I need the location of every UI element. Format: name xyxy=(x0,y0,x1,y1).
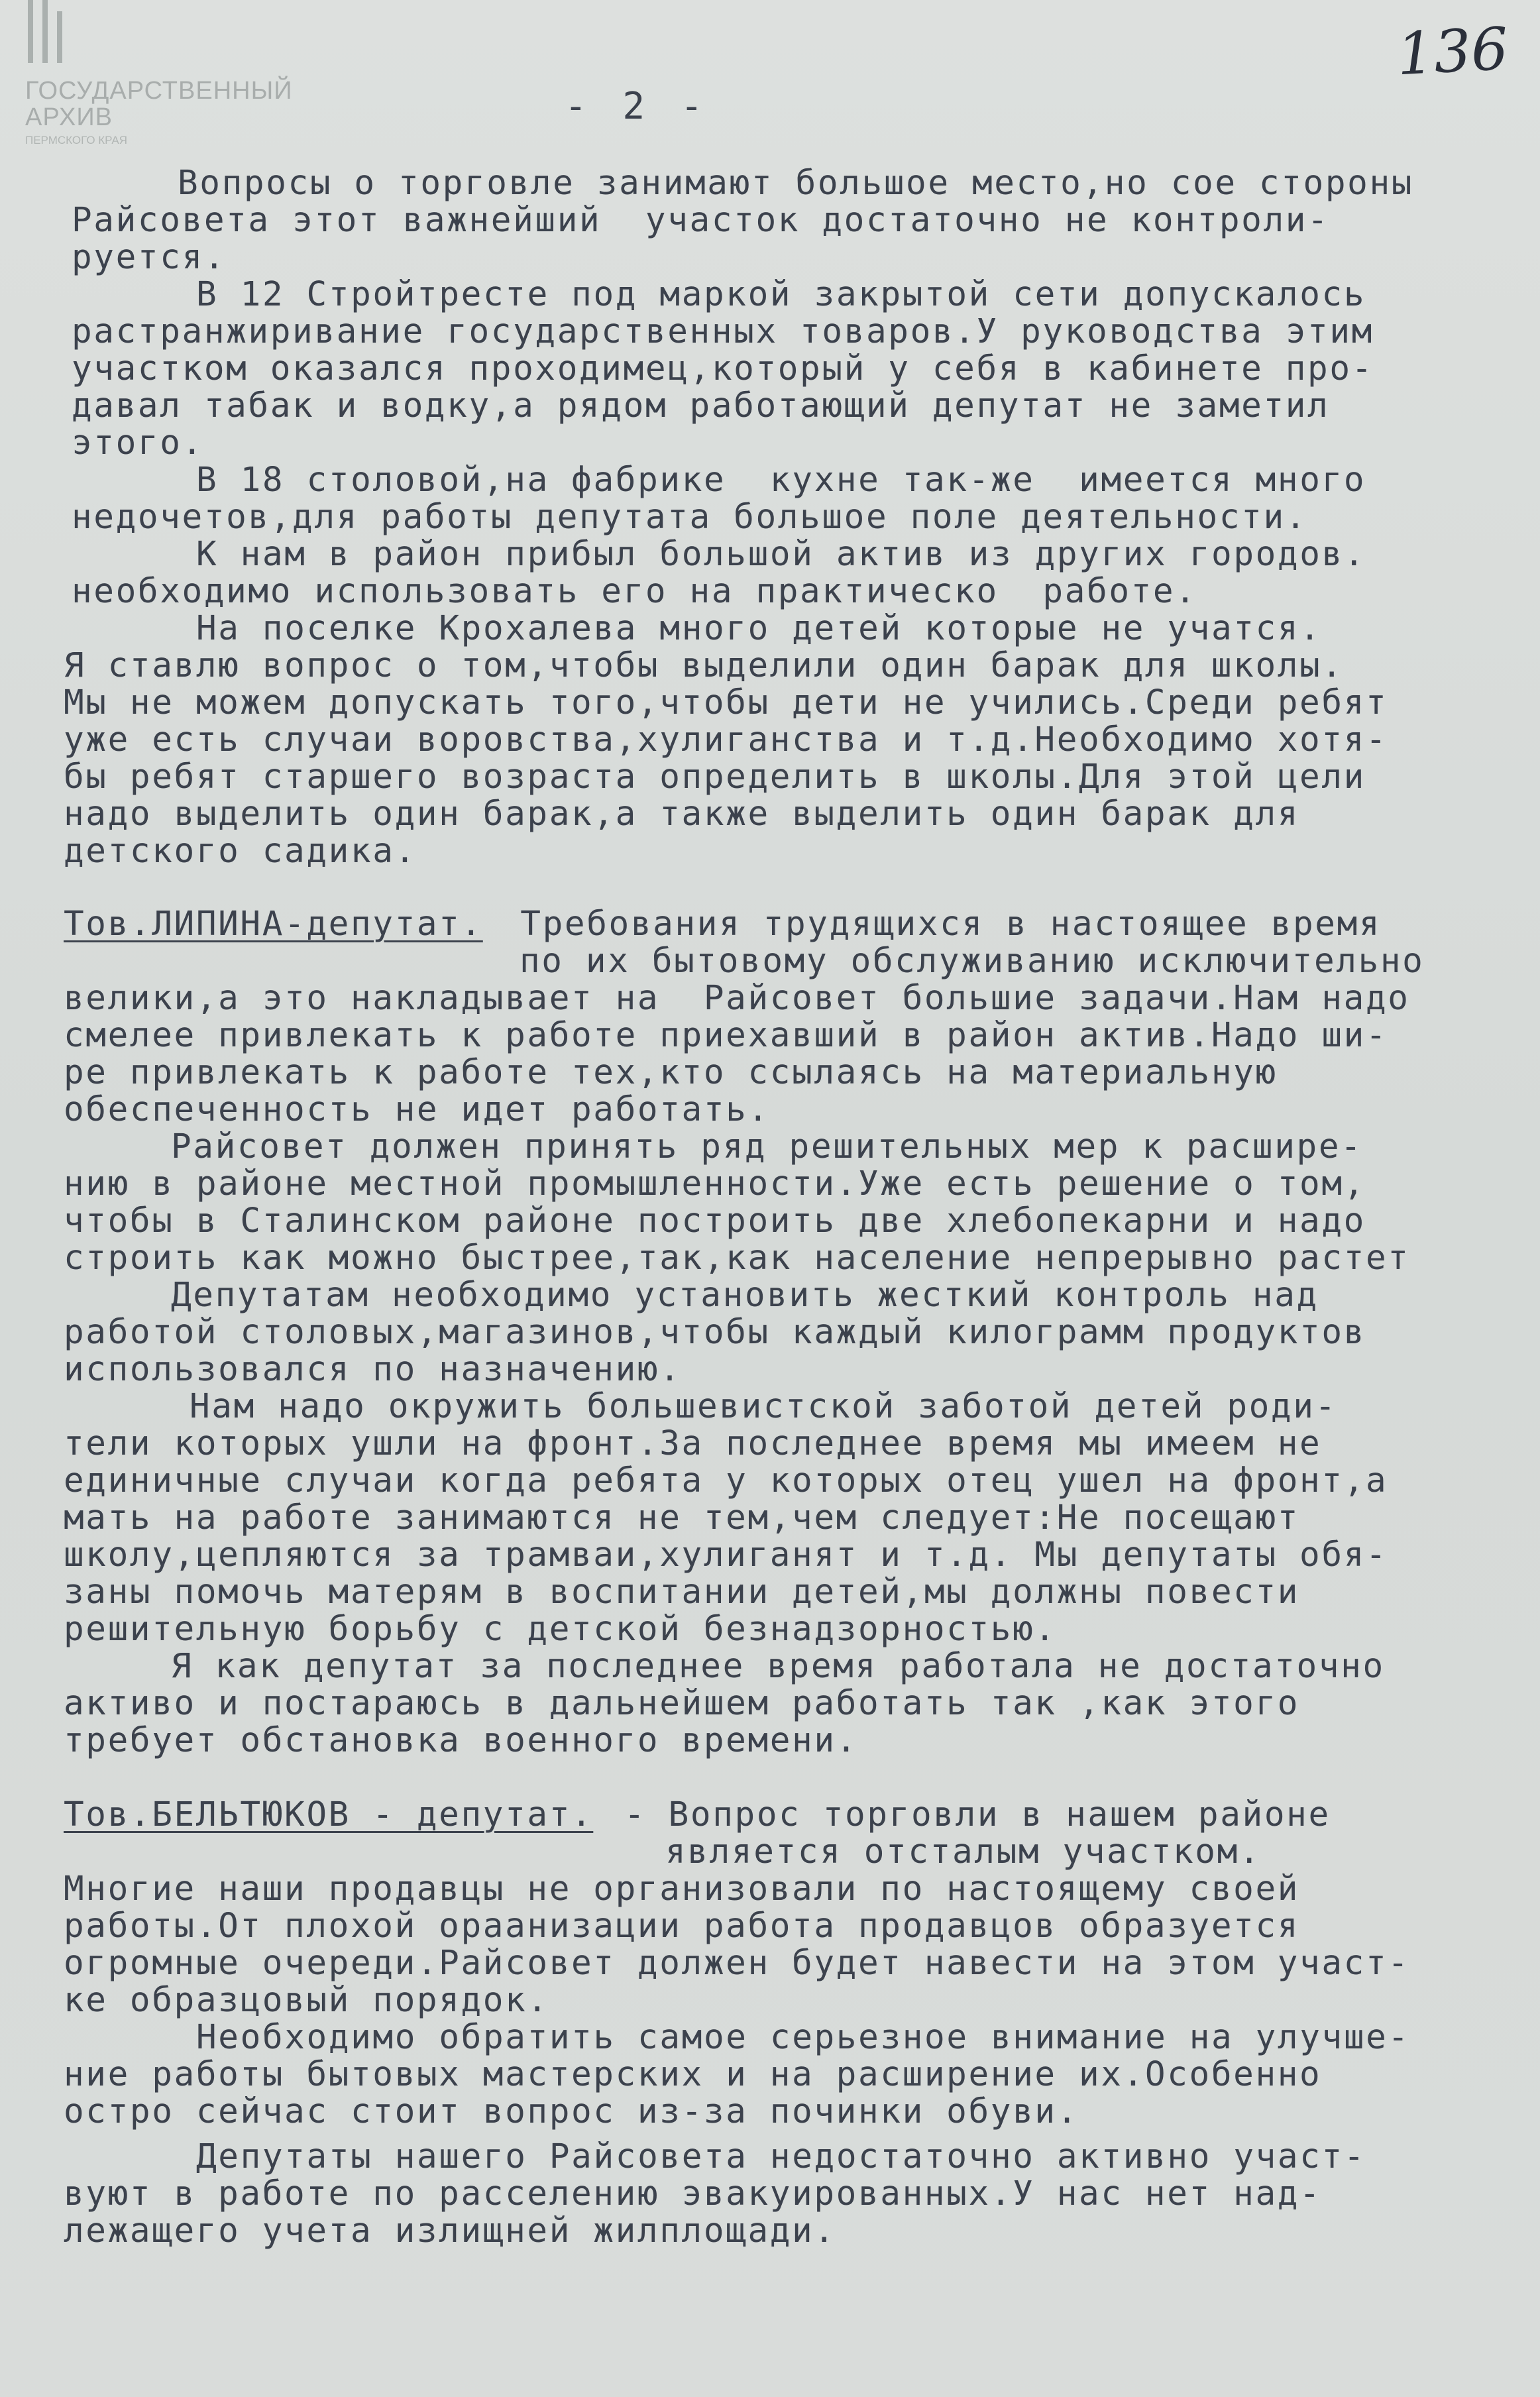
text-line: ре привлекать к работе тех,кто ссылаясь на материальную xyxy=(64,1053,1278,1092)
text-line: В 12 Стройтресте под маркой закрытой сети допускалось xyxy=(196,275,1366,314)
text-line: мать на работе занимаются не тем,чем следует:Не посещают xyxy=(64,1498,1300,1537)
text-line: Депутатам необходимо установить жесткий контроль над xyxy=(171,1276,1319,1315)
text-line: уже есть случаи воровства,хулиганства и т.д.Необходимо хотя- xyxy=(64,720,1388,759)
speaker-heading-lipina: Тов.ЛИПИНА-депутат. xyxy=(64,905,483,944)
text-line: требует обстановка военного времени. xyxy=(64,1721,858,1760)
folio-number: 136 xyxy=(1395,14,1510,89)
text-line: участком оказался проходимец,который у себя в кабинете про- xyxy=(72,349,1374,388)
text-line: является отсталым участком. xyxy=(665,1832,1262,1871)
archive-name-line2: АРХИВ xyxy=(25,103,113,131)
text-line: работы.От плохой ораанизации работа продавцов образуется xyxy=(64,1907,1300,1946)
text-line: лежащего учета излищней жилплощади. xyxy=(64,2211,836,2251)
text-line: огромные очереди.Райсовет должен будет навести на этом участ- xyxy=(64,1944,1410,1983)
text-line: обеспеченность не идет работать. xyxy=(64,1090,770,1129)
text-line: бы ребят старшего возраста определить в школы.Для этой цели xyxy=(64,757,1366,797)
text-line: необходимо использовать его на практическо работе. xyxy=(72,572,1197,611)
text-line: Я ставлю вопрос о том,чтобы выделили один барак для школы. xyxy=(64,646,1344,685)
text-line: велики,а это накладывает на Райсовет большие задачи.Нам надо xyxy=(64,979,1410,1018)
text-line: чтобы в Сталинском районе построить две хлебопекарни и надо xyxy=(64,1201,1366,1241)
page-number: - 2 - xyxy=(565,85,710,128)
text-line: работой столовых,магазинов,чтобы каждый килограмм продуктов xyxy=(64,1313,1366,1352)
text-line: детского садика. xyxy=(64,832,417,871)
text-line: этого. xyxy=(72,423,204,463)
text-line: Необходимо обратить самое серьезное внимание на улучше- xyxy=(196,2018,1410,2057)
text-line: Мы не можем допускать того,чтобы дети не учились.Среди ребят xyxy=(64,683,1388,722)
text-line: Райсовета этот важнейший участок достаточно не контроли- xyxy=(72,201,1330,240)
text-line: вуют в работе по расселению эвакуированных.У нас нет над- xyxy=(64,2174,1322,2213)
text-line: Требования трудящихся в настоящее время xyxy=(498,905,1382,944)
text-line: заны помочь матерям в воспитании детей,мы должны повести xyxy=(64,1573,1300,1612)
text-line: растранжиривание государственных товаров.У руководства этим xyxy=(72,312,1374,351)
text-line: Я как депутат за последнее время работала не достаточно xyxy=(171,1647,1385,1686)
text-line: активо и постараюсь в дальнейшем работать так ,как этого xyxy=(64,1684,1300,1723)
text-line: ние работы бытовых мастерских и на расширение их.Особенно xyxy=(64,2055,1322,2094)
text-line: Нам надо окружить большевистской заботой детей роди- xyxy=(190,1387,1337,1426)
text-line: тели которых ушли на фронт.За последнее время мы имеем не xyxy=(64,1424,1322,1463)
text-line: надо выделить один барак,а также выделить один барак для xyxy=(64,795,1300,834)
text-line: строить как можно быстрее,так,как население непрерывно растет xyxy=(64,1239,1410,1278)
text-line: К нам в район прибыл большой актив из других городов. xyxy=(196,535,1366,574)
speaker-heading-beltyukov: Тов.БЕЛЬТЮКОВ - депутат. xyxy=(64,1795,594,1834)
text-line: нию в районе местной промышленности.Уже есть решение о том, xyxy=(64,1164,1366,1203)
text-line: - Вопрос торговли в нашем районе xyxy=(624,1795,1331,1834)
text-line: В 18 столовой,на фабрике кухне так-же имеется много xyxy=(196,461,1366,500)
text-line: смелее привлекать к работе приехавший в район актив.Надо ши- xyxy=(64,1016,1388,1055)
text-line: На поселке Крохалева много детей которые не учатся. xyxy=(196,609,1322,648)
text-line: единичные случаи когда ребята у которых отец ушел на фронт,а xyxy=(64,1461,1388,1500)
text-line: давал табак и водку,а рядом работающий депутат не заметил xyxy=(72,386,1330,425)
text-line: использовался по назначению. xyxy=(64,1350,682,1389)
text-line: Многие наши продавцы не организовали по настоящему своей xyxy=(64,1869,1300,1909)
archive-name-line1: ГОСУДАРСТВЕННЫЙ xyxy=(25,77,293,105)
text-line: по их бытовому обслуживанию исключительно xyxy=(520,942,1425,981)
text-line: руется. xyxy=(72,238,227,277)
text-line: Райсовет должен принять ряд решительных мер к расшире- xyxy=(171,1127,1363,1166)
text-line: ке образцовый порядок. xyxy=(64,1981,549,2020)
text-line: Депутаты нашего Райсовета недостаточно активно участ- xyxy=(196,2137,1366,2176)
archive-name-line3: ПЕРМСКОГО КРАЯ xyxy=(25,134,127,146)
text-line: решительную борьбу с детской безнадзорностью. xyxy=(64,1610,1057,1649)
text-line: школу,цепляются за трамваи,хулиганят и т.д. Мы депутаты обя- xyxy=(64,1535,1388,1575)
text-line: Вопросы о торговле занимают большое место,но сое стороны xyxy=(178,164,1414,203)
text-line: недочетов,для работы депутата большое поле деятельности. xyxy=(72,498,1308,537)
text-line: остро сейчас стоит вопрос из-за починки обуви. xyxy=(64,2092,1079,2131)
